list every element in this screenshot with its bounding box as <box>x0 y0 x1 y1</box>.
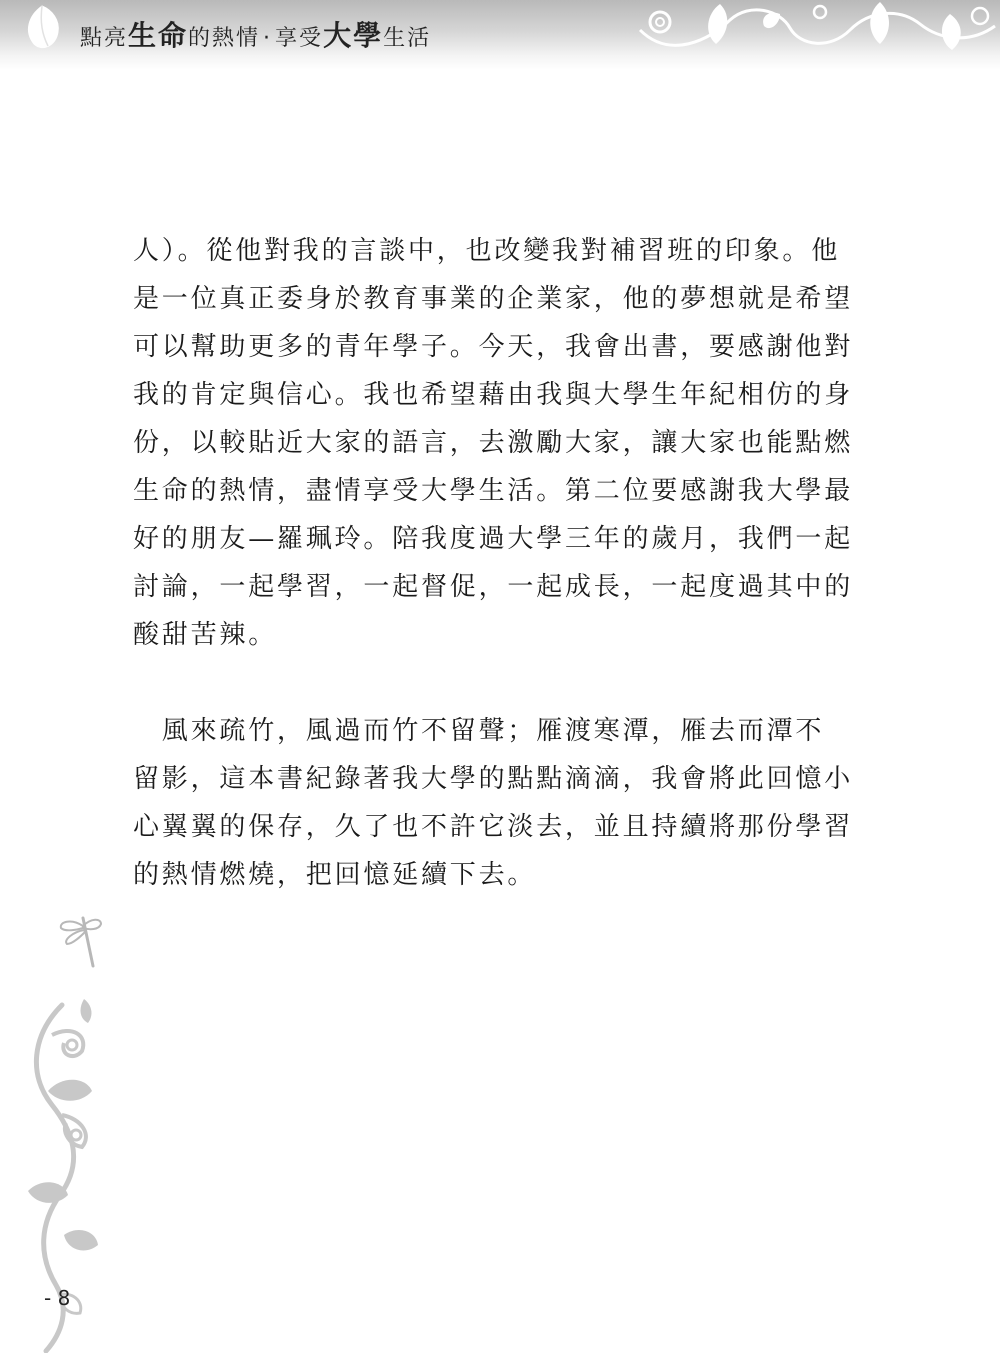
title-part-3: 享受 <box>275 26 324 51</box>
paragraph-line: 心翼翼的保存，久了也不許它淡去，並且持續將那份學習 <box>133 812 854 842</box>
paragraph-line: 的熱情燃燒，把回憶延續下去。 <box>133 860 537 890</box>
title-part-2: 的熱情 <box>188 26 261 51</box>
paragraph-gap <box>133 659 873 707</box>
dragonfly-icon <box>55 912 105 972</box>
title-part-4: 生活 <box>383 26 432 51</box>
header-vine-ornament-icon <box>630 0 1000 62</box>
paragraph-line: 份，以較貼近大家的語言，去激勵大家，讓大家也能點燃 <box>133 428 854 458</box>
paragraph-line: 我的肯定與信心。我也希望藉由我與大學生年紀相仿的身 <box>133 380 854 410</box>
paragraph-line: 風來疏竹，風過而竹不留聲；雁渡寒潭，雁去而潭不 <box>133 716 825 746</box>
paragraph-line: 留影，這本書紀錄著我大學的點點滴滴，我會將此回憶小 <box>133 764 854 794</box>
paragraph-line: 人）。從他對我的言談中，也改變我對補習班的印象。他 <box>133 236 841 266</box>
title-separator: · <box>263 26 273 51</box>
title-big-2: 大學 <box>323 19 384 52</box>
paragraph-line: 好的朋友—羅珮玲。陪我度過大學三年的歲月，我們一起 <box>133 524 854 554</box>
title-part-1: 點亮 <box>80 26 129 51</box>
leaf-ornament-icon <box>18 2 68 52</box>
running-header-title <box>80 19 432 52</box>
title-big-1: 生命 <box>128 19 189 52</box>
body-text <box>133 227 873 899</box>
paragraph-line: 討論，一起學習，一起督促，一起成長，一起度過其中的 <box>133 572 854 602</box>
paragraph-line: 是一位真正委身於教育事業的企業家，他的夢想就是希望 <box>133 284 854 314</box>
paragraph-line: 可以幫助更多的青年學子。今天，我會出書，要感謝他對 <box>133 332 854 362</box>
page-number: - 8 <box>44 1286 71 1310</box>
paragraph-line: 酸甜苦辣。 <box>133 620 278 650</box>
paragraph-line: 生命的熱情，盡情享受大學生活。第二位要感謝我大學最 <box>133 476 854 506</box>
